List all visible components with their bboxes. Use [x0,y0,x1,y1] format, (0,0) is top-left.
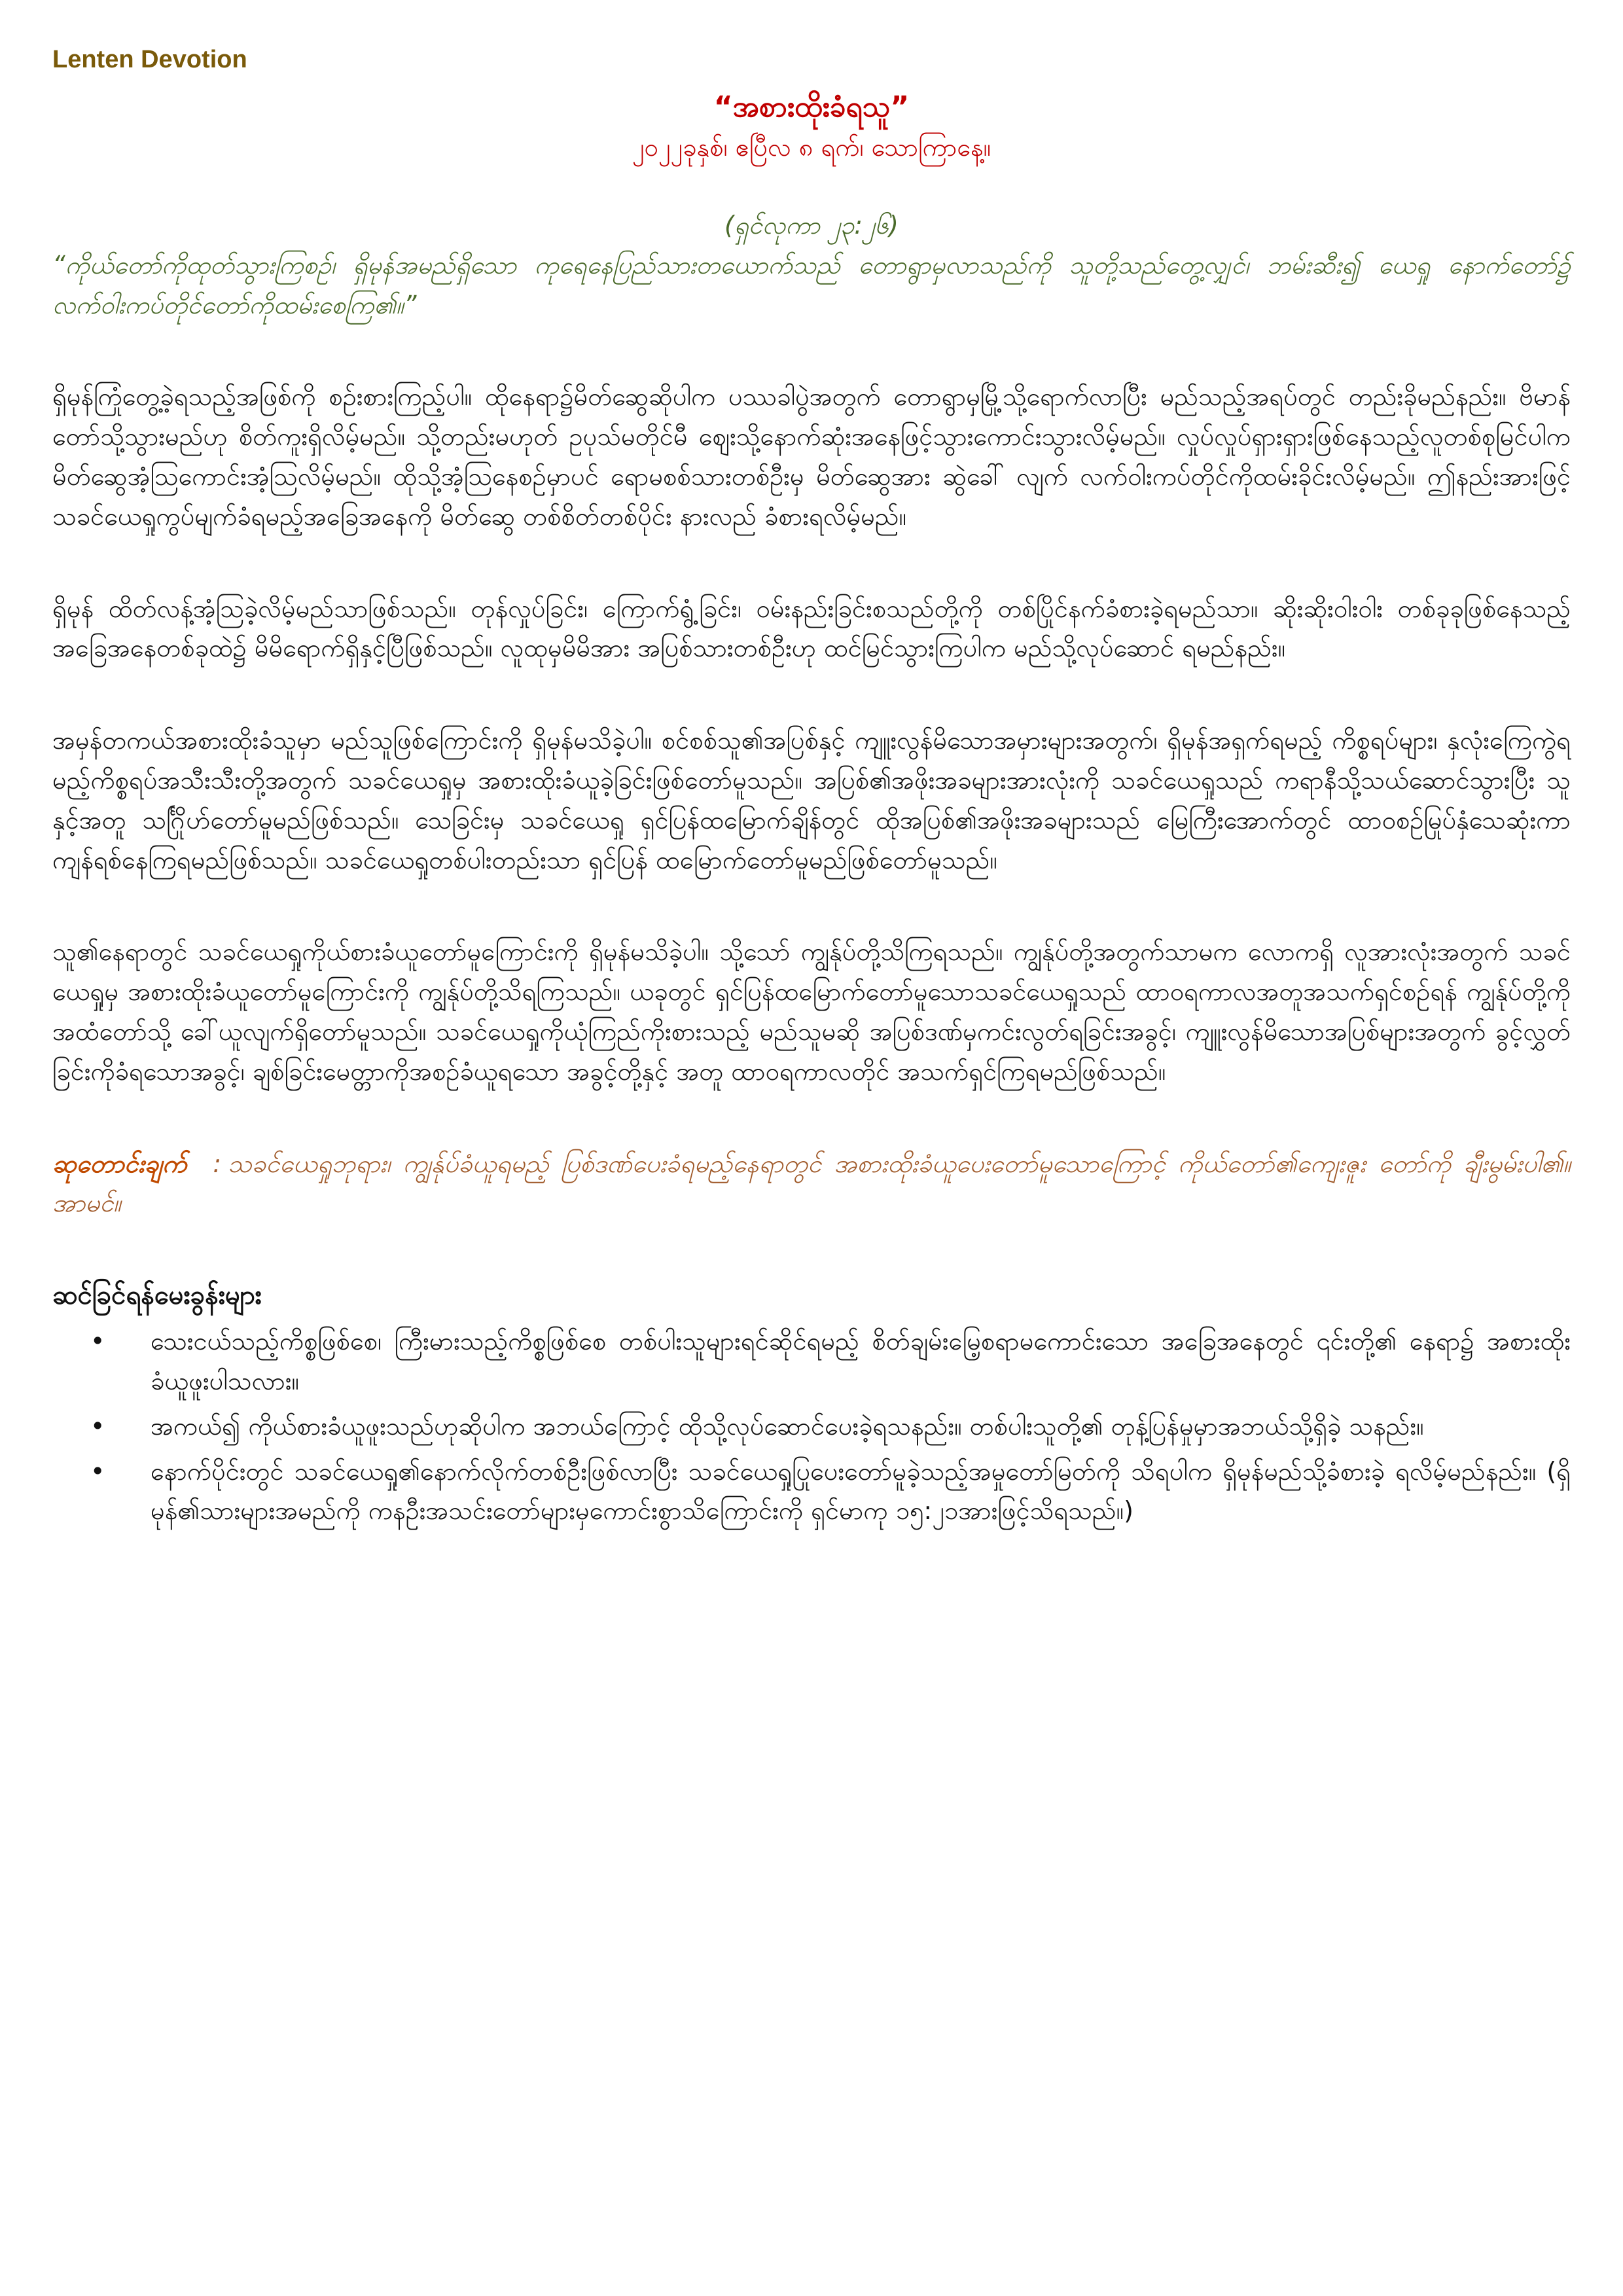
prayer-label: ဆုတောင်းချက် [52,1149,187,1178]
verse-text: “ကိုယ်တော်ကိုထုတ်သွားကြစဉ်၊ ရှိမုန်အမည်ရှိသော ကုရေနေပြည်သားတယောက်သည် တောရွာမှလာသည်ကို သူတို့သည်တွေ့လျှင်၊ ဘမ်းဆီး၍ ယေရှု နောက်တော်၌ လက်ဝါးကပ်တိုင်တော်ကိုထမ်းစေကြ၏။” [52,250,1571,319]
prayer-colon: : [213,1149,222,1178]
question-item [90,1407,1571,1446]
bullet-icon: • [90,1327,105,1356]
question-text: နောက်ပိုင်းတွင် သခင်ယေရှု၏နောက်လိုက်တစ်ဦးဖြစ်လာပြီး သခင်ယေရှုပြုပေးတော်မူခဲ့သည့်အမှုတော်မြတ်ကို သိရပါက ရှိမုန်မည်သို့ခံစားခဲ့ ရလိမ့်မည်နည်း။ (ရှိမုန်၏သားများအမည်ကို ကနဦးအသင်းတော်များမှကောင်းစွာသိကြောင်းကို ရှင်မာကု ၁၅:၂၁အားဖြင့်သိရသည်။) [151,1456,1571,1526]
prayer-block [52,1144,1571,1224]
bullet-icon: • [90,1411,105,1441]
header-label: Lenten Devotion [52,46,247,73]
devotion-title: “အစားထိုးခံရသူ” [713,90,910,124]
question-text: သေးငယ်သည့်ကိစ္စဖြစ်စေ၊ ကြီးမားသည့်ကိစ္စဖြစ်စေ တစ်ပါးသူများရင်ဆိုင်ရမည့် စိတ်ချမ်းမြေ့စရာမကောင်းသော အခြေအနေတွင် ၎င်းတို့၏ နေရာ၌ အစားထိုးခံယူဖူးပါသလား။ [151,1327,1571,1395]
question-text: အကယ်၍ ကိုယ်စားခံယူဖူးသည်ဟုဆိုပါက အဘယ်ကြောင့် ထိုသို့လုပ်ဆောင်ပေးခဲ့ရသနည်း။ တစ်ပါးသူတို့၏ တုန့်ပြန်မှုမှာအဘယ်သို့ရှိခဲ့ သနည်း။ [151,1411,1424,1441]
body-paragraph-3: အမှန်တကယ်အစားထိုးခံသူမှာ မည်သူဖြစ်ကြောင်းကို ရှိမုန်မသိခဲ့ပါ။ စင်စစ်သူ၏အပြစ်နှင့် ကျူးလွန်မိသောအမှားများအတွက်၊ ရှိမုန်အရှက်ရမည့် ကိစ္စရပ်များ၊ နှလုံးကြေကွဲရမည့်ကိစ္စရပ်အသီးသီးတို့အတွက် သခင်ယေရှုမှ အစားထိုးခံယူခဲ့ခြင်းဖြစ်တော်မူသည်။ အပြစ်၏အဖိုးအခများအားလုံးကို သခင်ယေရှုသည် ကရာနီသို့သယ်ဆောင်သွားပြီး သူနှင့်အတူ သင်္ဂြိုဟ်တော်မူမည်ဖြစ်သည်။ သေခြင်းမှ သခင်ယေရှု ရှင်ပြန်ထမြောက်ချိန်တွင် ထိုအပြစ်၏အဖိုးအခများသည် မြေကြီးအောက်တွင် ထာဝစဉ်မြုပ်နှံသေဆုံးကာကျန်ရစ်နေကြရမည်ဖြစ်သည်။ သခင်ယေရှုတစ်ပါးတည်းသာ ရှင်ပြန် ထမြောက်တော်မူမည်ဖြစ်တော်မူသည်။ [52,726,1571,874]
questions-heading: ဆင်ခြင်ရန်မေးခွန်းများ [52,1280,262,1311]
prayer-text: သခင်ယေရှုဘုရား၊ ကျွန်ုပ်ခံယူရမည့် ပြစ်ဒဏ်ပေးခံရမည့်နေရာတွင် အစားထိုးခံယူပေးတော်မူသောကြောင့် ကိုယ်တော်၏ကျေးဇူး တော်ကို ချီးမွမ်းပါ၏။ အာမင်။ [52,1149,1571,1218]
question-item [90,1452,1571,1532]
verse-reference: (ရှင်လုကာ ၂၃:၂၆) [724,211,899,240]
devotion-date: ၂၀၂၂ခုနှစ်၊ ဧပြီလ ၈ ရက်၊ သောကြာနေ့။ [632,133,991,162]
question-item [90,1321,1571,1401]
questions-list [52,1321,1571,1531]
body-paragraph-4: သူ၏နေရာတွင် သခင်ယေရှုကိုယ်စားခံယူတော်မူကြောင်းကို ရှိမုန်မသိခဲ့ပါ။ သို့သော် ကျွန်ုပ်တို့သိကြရသည်။ ကျွန်ုပ်တို့အတွက်သာမက လောကရှိ လူအားလုံးအတွက် သခင်ယေရှုမှ အစားထိုးခံယူတော်မူကြောင်းကို ကျွန်ုပ်တို့သိရကြသည်။ ယခုတွင် ရှင်ပြန်ထမြောက်တော်မူသောသခင်ယေရှုသည် ထာဝရကာလအတူအသက်ရှင်စဉ်ရန် ကျွန်ုပ်တို့ကိုအထံတော်သို့ ခေါ်ယူလျက်ရှိတော်မူသည်။ သခင်ယေရှုကိုယုံကြည်ကိုးစားသည့် မည်သူမဆို အပြစ်ဒဏ်မှကင်းလွတ်ရခြင်းအခွင့်၊ ကျူးလွန်မိသောအပြစ်များအတွက် ခွင့်လွှတ်ခြင်းကိုခံရသောအခွင့်၊ ချစ်ခြင်းမေတ္တာကိုအစဉ်ခံယူရသော အခွင့်တို့နှင့် အတူ ထာဝရကာလတိုင် အသက်ရှင်ကြရမည်ဖြစ်သည်။ [52,937,1571,1086]
body-paragraph-2: ရှိမုန် ထိတ်လန့်အံ့သြခဲ့လိမ့်မည်သာဖြစ်သည်။ တုန်လှုပ်ခြင်း၊ ကြောက်ရွံ့ခြင်း၊ ဝမ်းနည်းခြင်းစသည်တို့ကို တစ်ပြိုင်နက်ခံစားခဲ့ရမည်သာ။ ဆိုးဆိုးဝါးဝါး တစ်ခုခုဖြစ်နေသည့်အခြေအနေတစ်ခုထဲ၌ မိမိရောက်ရှိနှင့်ပြီဖြစ်သည်။ လူထုမှမိမိအား အပြစ်သားတစ်ဦးဟု ထင်မြင်သွားကြပါက မည်သို့လုပ်ဆောင် ရမည်နည်း။ [52,594,1571,663]
body-paragraph-1: ရှိမုန်ကြုံတွေ့ခဲ့ရသည့်အဖြစ်ကို စဉ်းစားကြည့်ပါ။ ထိုနေရာ၌မိတ်ဆွေဆိုပါက ပဿခါပွဲအတွက် တောရွာမှမြို့သို့ရောက်လာပြီး မည်သည့်အရပ်တွင် တည်းခိုမည်နည်း။ ဗိမာန်တော်သို့သွားမည်ဟု စိတ်ကူးရှိလိမ့်မည်။ သို့တည်းမဟုတ် ဥပုသ်မတိုင်မီ ဈေးသို့နောက်ဆုံးအနေဖြင့်သွားကောင်းသွားလိမ့်မည်။ လှုပ်လှုပ်ရှားရှားဖြစ်နေသည့်လူတစ်စုမြင်ပါက မိတ်ဆွေအံ့သြကောင်းအံ့သြလိမ့်မည်။ ထိုသို့အံ့သြနေစဉ်မှာပင် ရောမစစ်သားတစ်ဦးမှ မိတ်ဆွေအား ဆွဲခေါ် လျက် လက်ဝါးကပ်တိုင်ကိုထမ်းခိုင်းလိမ့်မည်။ ဤနည်းအားဖြင့် သခင်ယေရှုကွပ်မျက်ခံရမည့်အခြေအနေကို မိတ်ဆွေ တစ်စိတ်တစ်ပိုင်း နားလည် ခံစားရလိမ့်မည်။ [52,382,1571,531]
bullet-icon: • [90,1456,105,1486]
devotion-page [52,46,1571,1536]
